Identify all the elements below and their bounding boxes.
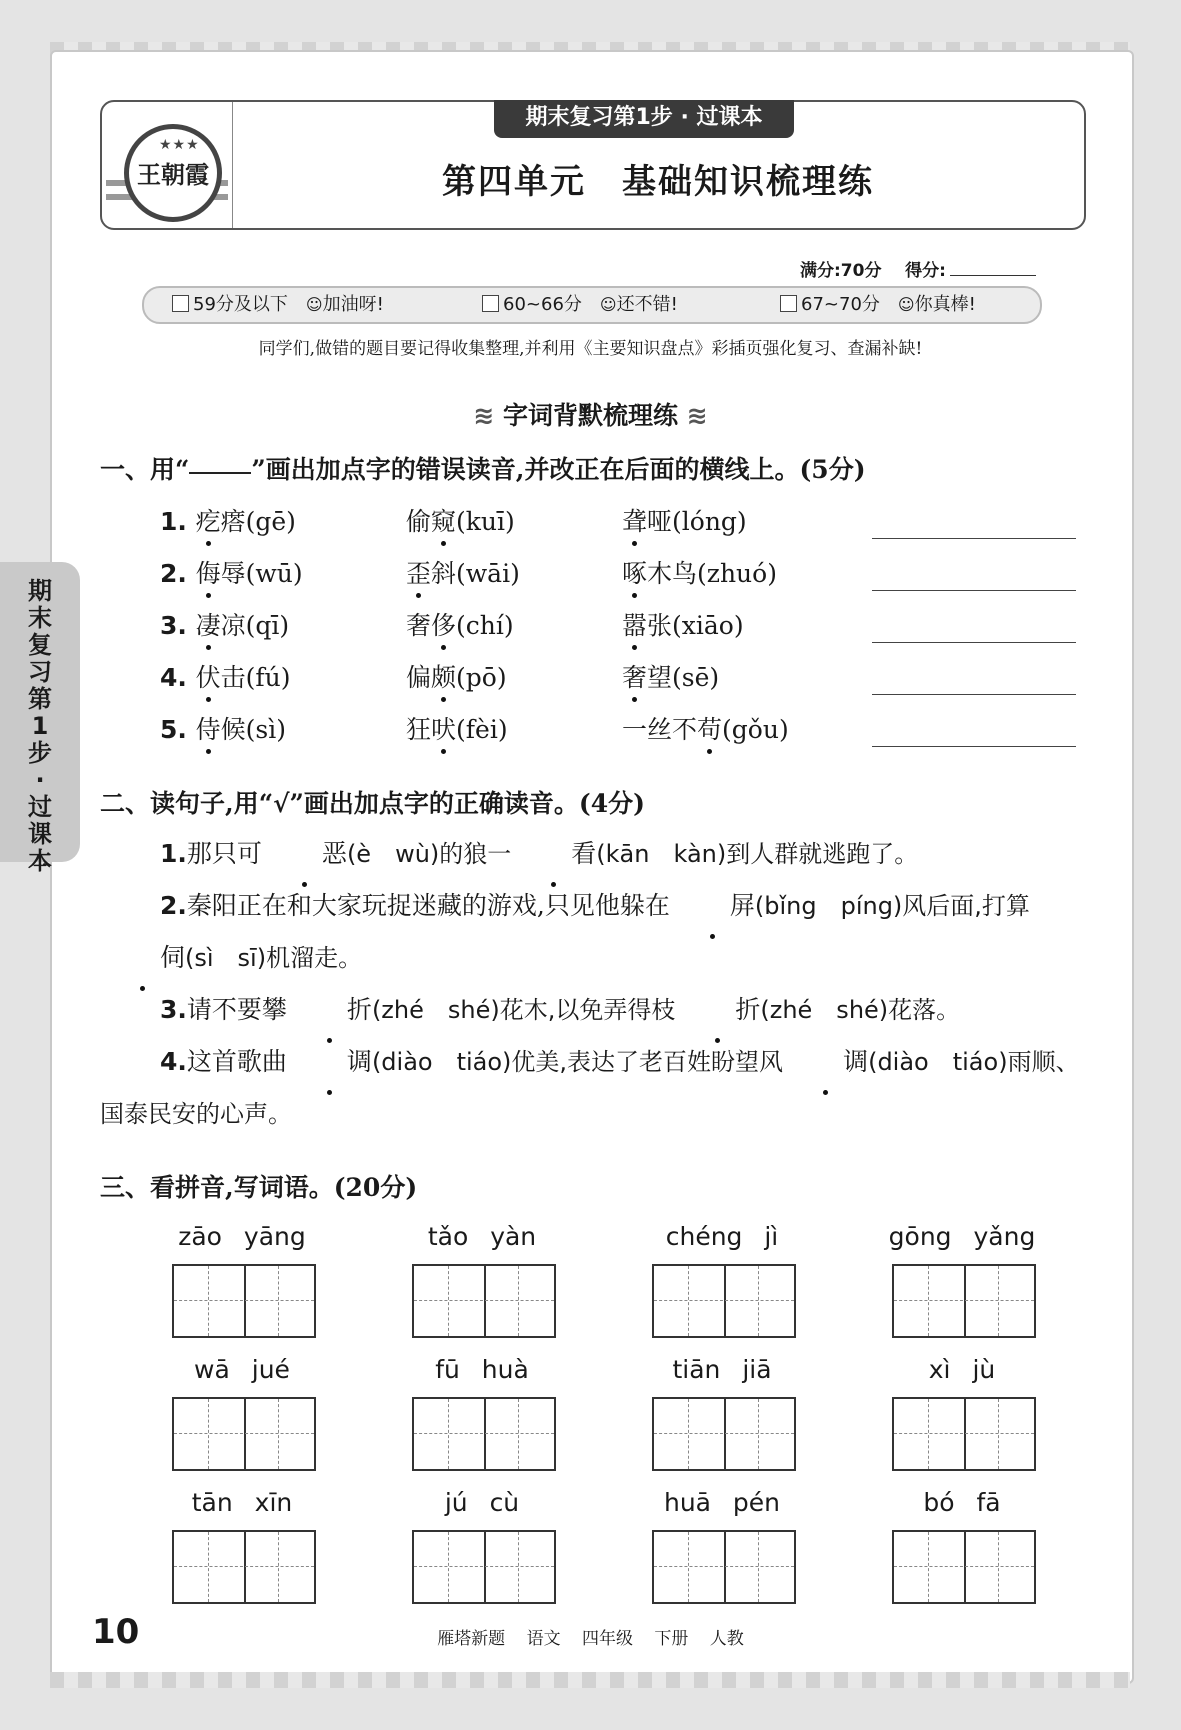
item-number: 3.	[160, 611, 196, 640]
rating-label: 59分及以下	[193, 294, 288, 315]
dotted-char: 折	[287, 984, 372, 1035]
word-text: 击(fú)	[220, 663, 291, 692]
rating-comment: 还不错!	[616, 294, 678, 315]
dotted-char: 伏	[196, 658, 221, 694]
dotted-char: 看	[511, 828, 596, 879]
wave-icon: ≋	[473, 401, 495, 430]
grid-guide	[278, 1532, 279, 1602]
grid-guide	[654, 1433, 794, 1434]
section-title	[0, 396, 1181, 432]
q2-sentence	[100, 984, 1080, 1036]
tian-grid[interactable]	[892, 1530, 1036, 1604]
grid-guide	[894, 1566, 1034, 1567]
page-title: 第四单元 基础知识梳理练	[442, 162, 874, 202]
grid-guide	[208, 1266, 209, 1336]
grid-guide	[998, 1266, 999, 1336]
q1-word	[622, 710, 789, 746]
dotted-char: 侮	[196, 554, 221, 590]
grid-divider	[724, 1266, 726, 1336]
sentence-text: 请不要攀	[186, 995, 287, 1024]
grid-guide	[928, 1266, 929, 1336]
smile-icon: ☺	[305, 295, 323, 314]
footer: 雁塔新题 语文 四年级 下册 人教	[437, 1629, 744, 1649]
word-text: 凉(qī)	[220, 611, 290, 640]
word-text: (kuī)	[456, 507, 515, 536]
grid-guide	[174, 1566, 314, 1567]
grid-guide	[208, 1399, 209, 1469]
dotted-char: 恶	[262, 828, 347, 879]
q1-word	[622, 658, 719, 694]
word-text: 望(sē)	[647, 663, 720, 692]
item-number: 5.	[160, 715, 196, 744]
grid-guide	[998, 1532, 999, 1602]
pinyin-label: chéng jì	[665, 1222, 779, 1251]
dotted-char: 屏	[670, 880, 755, 931]
word-text: (chí)	[456, 611, 514, 640]
grid-divider	[244, 1532, 246, 1602]
item-number: 4.	[160, 1047, 187, 1076]
side-tab-char: 习	[28, 658, 52, 686]
page-number: 10	[92, 1612, 140, 1652]
pinyin-choices: (è wù)的狼一	[346, 840, 512, 868]
pinyin-label: tiān jiā	[672, 1355, 772, 1384]
q2-sentence	[100, 880, 1080, 984]
word-text: 狂	[406, 715, 432, 744]
grid-guide	[278, 1399, 279, 1469]
q1-word	[622, 554, 777, 590]
wave-icon: ≋	[686, 401, 708, 430]
q1-word	[622, 502, 747, 538]
grid-divider	[484, 1532, 486, 1602]
rating-option[interactable]	[780, 288, 976, 322]
page-border-bottom	[50, 1672, 1130, 1688]
q1-word	[406, 658, 507, 694]
grid-divider	[964, 1399, 966, 1469]
sentence-text: 这首歌曲	[186, 1047, 287, 1076]
tian-grid[interactable]	[172, 1397, 316, 1471]
header-box	[100, 100, 1086, 230]
smile-icon: ☺	[897, 295, 915, 314]
checkbox-icon[interactable]	[172, 295, 189, 312]
grid-guide	[448, 1532, 449, 1602]
grid-guide	[448, 1266, 449, 1336]
pinyin-label: tān xīn	[191, 1488, 293, 1517]
smile-icon: ☺	[599, 295, 617, 314]
dotted-char: 聋	[622, 502, 647, 538]
q1-word	[160, 606, 289, 642]
pinyin-choices: (diào tiáo)优美,表达了老百姓盼望风	[371, 1048, 784, 1076]
word-text: 偷	[406, 507, 432, 536]
side-tab-label	[0, 578, 80, 875]
grid-guide	[174, 1433, 314, 1434]
word-text: 偏	[406, 663, 432, 692]
grid-guide	[414, 1566, 554, 1567]
dotted-char: 伺	[100, 932, 185, 983]
side-tab-char: 第	[28, 685, 52, 713]
grid-guide	[758, 1532, 759, 1602]
word-text: (gǒu)	[722, 715, 789, 744]
item-number: 4.	[160, 663, 196, 692]
pinyin-choices: (zhé shé)花落。	[760, 996, 961, 1024]
pinyin-choices: (sì sī)机溜走。	[185, 944, 363, 972]
tian-grid[interactable]	[652, 1264, 796, 1338]
side-tab-char: 末	[28, 604, 52, 632]
full-score: 满分:70分	[800, 261, 882, 281]
pinyin-label: bó fā	[923, 1488, 1001, 1517]
grid-guide	[998, 1399, 999, 1469]
rating-option[interactable]	[172, 288, 384, 322]
tian-grid[interactable]	[652, 1397, 796, 1471]
q2-sentence	[100, 828, 1080, 880]
score-line	[800, 256, 1036, 281]
tian-grid[interactable]	[892, 1397, 1036, 1471]
grid-guide	[448, 1399, 449, 1469]
side-tab-char: 步	[28, 739, 52, 767]
pinyin-label: gōng yǎng	[888, 1222, 1036, 1251]
word-text: 斜(wāi)	[431, 559, 520, 588]
dotted-char: 歪	[406, 554, 431, 590]
side-tab-char: ·	[35, 766, 45, 794]
rating-label: 67~70分	[801, 294, 880, 315]
grid-guide	[208, 1532, 209, 1602]
word-text: 辱(wū)	[220, 559, 303, 588]
tian-grid[interactable]	[652, 1530, 796, 1604]
grid-guide	[518, 1266, 519, 1336]
grid-guide	[688, 1266, 689, 1336]
dotted-char: 折	[675, 984, 760, 1035]
grid-guide	[414, 1300, 554, 1301]
tian-grid[interactable]	[892, 1264, 1036, 1338]
grid-guide	[278, 1266, 279, 1336]
star-icon: ★★★	[159, 137, 200, 153]
logo-text: 王朝霞	[137, 160, 209, 189]
grid-guide	[758, 1266, 759, 1336]
item-number: 1.	[160, 507, 196, 536]
dotted-char: 侍	[196, 710, 221, 746]
score-blank[interactable]	[950, 275, 1036, 276]
word-text: 奢	[406, 611, 432, 640]
section-title-text: 字词背默梳理练	[502, 401, 678, 430]
rating-bar	[142, 286, 1042, 324]
pinyin-label: xì jù	[928, 1355, 996, 1384]
rating-comment: 加油呀!	[322, 294, 384, 315]
q1-word	[406, 502, 515, 538]
grid-guide	[928, 1399, 929, 1469]
logo-area	[102, 102, 233, 228]
pinyin-label: jú cù	[444, 1488, 520, 1517]
answer-line[interactable]	[872, 746, 1076, 747]
grid-divider	[964, 1266, 966, 1336]
step-tab: 期末复习第1步 · 过课本	[494, 100, 794, 138]
answer-line[interactable]	[872, 642, 1076, 643]
q2-heading: 二、读句子,用“√”画出加点字的正确读音。(4分)	[100, 789, 645, 818]
dotted-char: 吠	[431, 710, 456, 746]
score-label: 得分:	[905, 261, 946, 281]
grid-guide	[894, 1300, 1034, 1301]
grid-guide	[414, 1433, 554, 1434]
word-text: 瘩(gē)	[220, 507, 296, 536]
dotted-char: 颇	[431, 658, 456, 694]
grid-divider	[244, 1266, 246, 1336]
q1-word	[160, 710, 286, 746]
tian-grid[interactable]	[412, 1530, 556, 1604]
logo-seal	[124, 124, 222, 222]
pinyin-choices: (zhé shé)花木,以免弄得枝	[371, 996, 676, 1024]
grid-guide	[688, 1532, 689, 1602]
dotted-char: 侈	[431, 606, 456, 642]
word-text: 木鸟(zhuó)	[647, 559, 777, 588]
underline-sample	[189, 472, 251, 474]
side-tab-char: 本	[28, 847, 52, 875]
item-number: 1.	[160, 839, 187, 868]
answer-line[interactable]	[872, 590, 1076, 591]
word-text: 候(sì)	[220, 715, 286, 744]
tian-grid[interactable]	[412, 1264, 556, 1338]
dotted-char: 嚣	[622, 606, 647, 642]
pinyin-label: fū huà	[435, 1355, 529, 1384]
answer-line[interactable]	[872, 538, 1076, 539]
side-tab-char: 复	[28, 631, 52, 659]
rating-option[interactable]	[482, 288, 678, 322]
q1-word	[160, 502, 296, 538]
q1-heading	[100, 450, 866, 486]
grid-guide	[894, 1433, 1034, 1434]
q1-word	[622, 606, 744, 642]
grid-divider	[724, 1532, 726, 1602]
q1-heading-b: ”画出加点字的错误读音,并改正在后面的横线上。(5分)	[251, 455, 866, 484]
dotted-char: 调	[287, 1036, 372, 1087]
tian-grid[interactable]	[172, 1264, 316, 1338]
pinyin-label: tǎo yàn	[427, 1222, 537, 1251]
q1-heading-a: 一、用“	[100, 455, 190, 484]
pinyin-label: wā jué	[194, 1355, 290, 1384]
dotted-char: 奢	[622, 658, 647, 694]
rating-label: 60~66分	[503, 294, 582, 315]
q1-word	[406, 710, 508, 746]
tian-grid[interactable]	[172, 1530, 316, 1604]
word-text: (fèi)	[456, 715, 508, 744]
q1-word	[406, 554, 520, 590]
q1-word	[160, 658, 291, 694]
pinyin-choices: (diào tiáo)雨顺、国泰民安的心声。	[100, 1048, 1080, 1128]
grid-guide	[518, 1532, 519, 1602]
checkbox-icon[interactable]	[482, 295, 499, 312]
word-text: (pō)	[456, 663, 507, 692]
q1-word	[160, 554, 303, 590]
word-text: 哑(lóng)	[647, 507, 747, 536]
dotted-char: 苟	[697, 710, 722, 746]
side-tab-char: 期	[28, 577, 52, 605]
grid-divider	[244, 1399, 246, 1469]
dotted-char: 调	[783, 1036, 868, 1087]
grid-guide	[758, 1399, 759, 1469]
pinyin-label: huā pén	[663, 1488, 781, 1517]
dotted-char: 疙	[196, 502, 221, 538]
grid-divider	[484, 1399, 486, 1469]
grid-divider	[724, 1399, 726, 1469]
side-tab-char: 课	[28, 820, 52, 848]
side-tab	[0, 562, 80, 875]
item-number: 2.	[160, 559, 196, 588]
answer-line[interactable]	[872, 694, 1076, 695]
grid-guide	[928, 1532, 929, 1602]
q2-sentence	[100, 1036, 1080, 1140]
rating-comment: 你真棒!	[914, 294, 976, 315]
tip-text: 同学们,做错的题目要记得收集整理,并利用《主要知识盘点》彩插页强化复习、查漏补缺!	[258, 339, 923, 359]
tian-grid[interactable]	[412, 1397, 556, 1471]
dotted-char: 啄	[622, 554, 647, 590]
sentence-text: 秦阳正在和大家玩捉迷藏的游戏,只见他躲在	[186, 891, 670, 920]
word-text: 一丝不	[622, 715, 698, 744]
grid-guide	[688, 1399, 689, 1469]
checkbox-icon[interactable]	[780, 295, 797, 312]
word-text: 张(xiāo)	[647, 611, 744, 640]
pinyin-label: zāo yāng	[178, 1222, 306, 1251]
grid-guide	[654, 1300, 794, 1301]
q1-word	[406, 606, 514, 642]
pinyin-choices: (kān kàn)到人群就逃跑了。	[596, 840, 919, 868]
dotted-char: 窥	[431, 502, 456, 538]
grid-guide	[654, 1566, 794, 1567]
sentence-text: 那只可	[186, 839, 262, 868]
q3-heading: 三、看拼音,写词语。(20分)	[100, 1173, 418, 1202]
side-tab-char: 1	[31, 712, 49, 740]
grid-divider	[484, 1266, 486, 1336]
item-number: 2.	[160, 891, 187, 920]
pinyin-choices: (bǐng píng)风后面,打算	[754, 892, 1030, 920]
dotted-char: 凄	[196, 606, 221, 642]
grid-divider	[964, 1532, 966, 1602]
grid-guide	[174, 1300, 314, 1301]
side-tab-char: 过	[28, 793, 52, 821]
item-number: 3.	[160, 995, 187, 1024]
grid-guide	[518, 1399, 519, 1469]
